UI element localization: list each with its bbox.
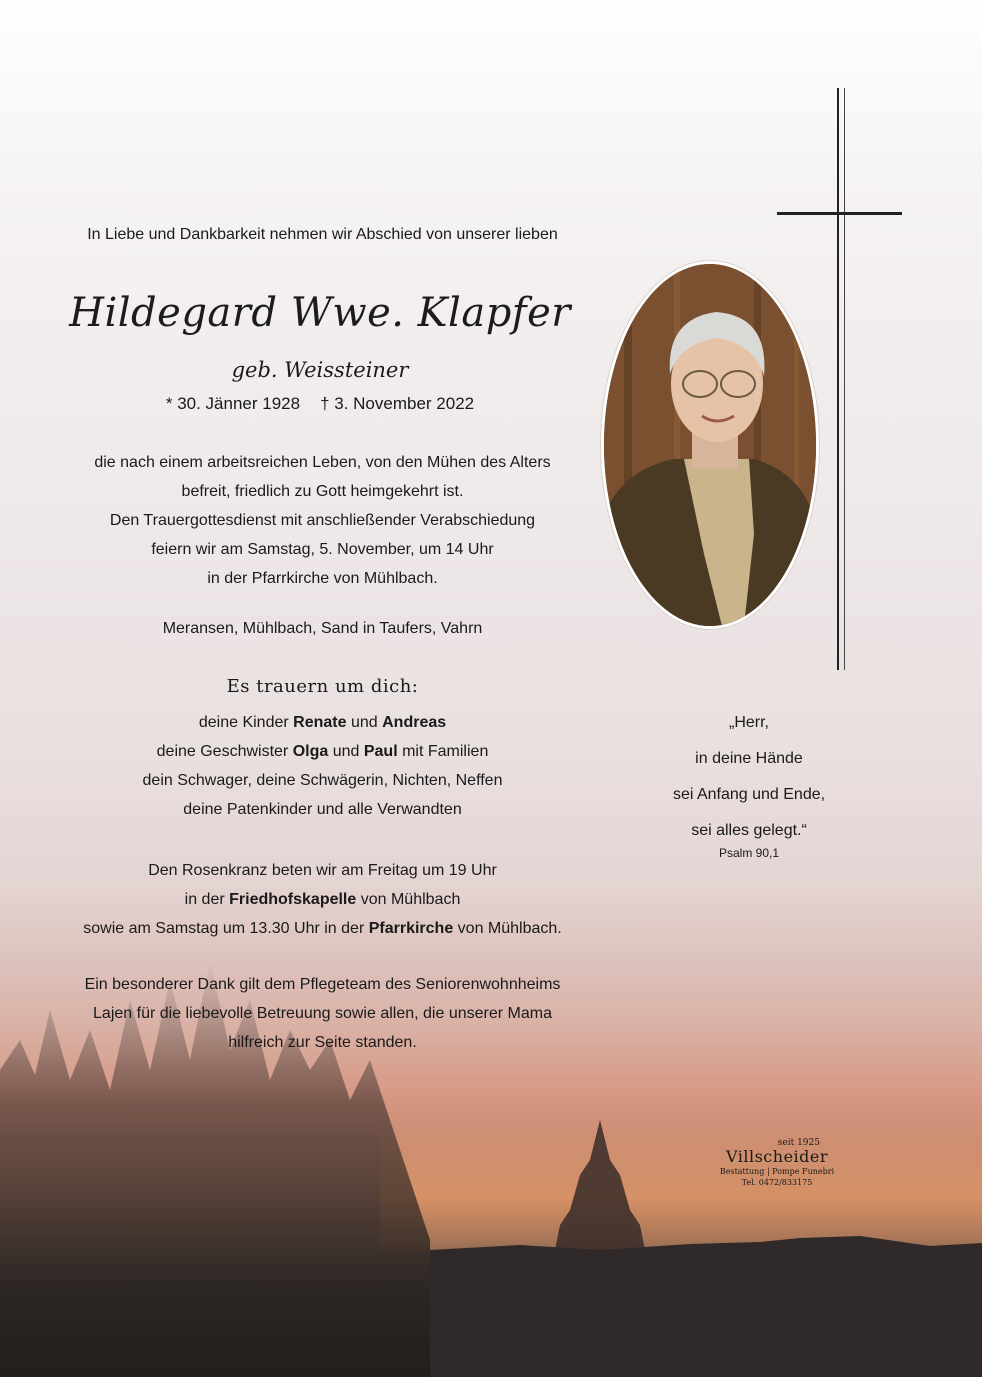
funeral-home-logo xyxy=(712,1138,842,1188)
psalm-reference: Psalm 90,1 xyxy=(718,846,780,860)
psalm-line: in deine Hände xyxy=(695,750,803,767)
mourners-title: Es trauern um dich: xyxy=(226,676,419,697)
funeral-home-subtitle: Bestattung | Pompe Funebri xyxy=(719,1167,835,1176)
portrait-image xyxy=(604,264,816,626)
funeral-home-phone: Tel. 0472/833175 xyxy=(741,1178,813,1187)
deceased-name: Hildegard Wwe. Klapfer xyxy=(69,290,571,336)
funeral-home-since: seit 1925 xyxy=(777,1138,820,1148)
thanks-line: Ein besonderer Dank gilt dem Pflegeteam des Seniorenwohnheims xyxy=(84,976,561,993)
announcement-line: die nach einem arbeitsreichen Leben, von den Mühen des Alters xyxy=(94,454,551,471)
cross-line xyxy=(844,88,845,670)
mourners-line: dein Schwager, deine Schwägerin, Nichten, Neffen xyxy=(142,772,503,789)
rosary-line: sowie am Samstag um 13.30 Uhr in der Pfarrkirche von Mühlbach. xyxy=(83,920,562,937)
psalm-line: „Herr, xyxy=(729,714,769,731)
intro-text: In Liebe und Dankbarkeit nehmen wir Abschied von unserer lieben xyxy=(87,226,558,243)
mourners-line: deine Kinder Renate und Andreas xyxy=(198,714,447,731)
mourners-line: deine Patenkinder und alle Verwandten xyxy=(183,801,462,818)
mourners-line: deine Geschwister Olga und Paul mit Familien xyxy=(156,743,489,760)
psalm-line: sei Anfang und Ende, xyxy=(672,786,826,803)
announcement-line: Den Trauergottesdienst mit anschließender Verabschiedung xyxy=(109,512,536,529)
announcement-paragraph xyxy=(40,448,605,593)
cross-icon xyxy=(837,88,839,670)
portrait-photo xyxy=(601,261,819,629)
rosary-line: Den Rosenkranz beten wir am Freitag um 19 Uhr xyxy=(148,862,497,879)
rosary-paragraph xyxy=(40,856,605,943)
death-date: † 3. November 2022 xyxy=(320,394,475,413)
thanks-paragraph xyxy=(40,970,605,1057)
life-dates xyxy=(20,394,620,414)
birth-date: * 30. Jänner 1928 xyxy=(165,394,301,413)
mourners-list xyxy=(40,708,605,824)
funeral-home-name: Villscheider xyxy=(725,1147,829,1166)
announcement-line: feiern wir am Samstag, 5. November, um 14 Uhr xyxy=(151,541,494,558)
psalm-line: sei alles gelegt.“ xyxy=(691,822,807,839)
thanks-line: Lajen für die liebevolle Betreuung sowie allen, die unserer Mama xyxy=(93,1005,552,1022)
birth-name: geb. Weissteiner xyxy=(231,358,409,382)
rosary-line: in der Friedhofskapelle von Mühlbach xyxy=(184,891,461,908)
cross-bar xyxy=(777,212,902,215)
places-line: Meransen, Mühlbach, Sand in Taufers, Vahrn xyxy=(162,620,483,637)
psalm-quote xyxy=(654,705,844,849)
announcement-line: befreit, friedlich zu Gott heimgekehrt ist. xyxy=(181,483,464,500)
announcement-line: in der Pfarrkirche von Mühlbach. xyxy=(207,570,438,587)
thanks-line: hilfreich zur Seite standen. xyxy=(228,1034,417,1051)
